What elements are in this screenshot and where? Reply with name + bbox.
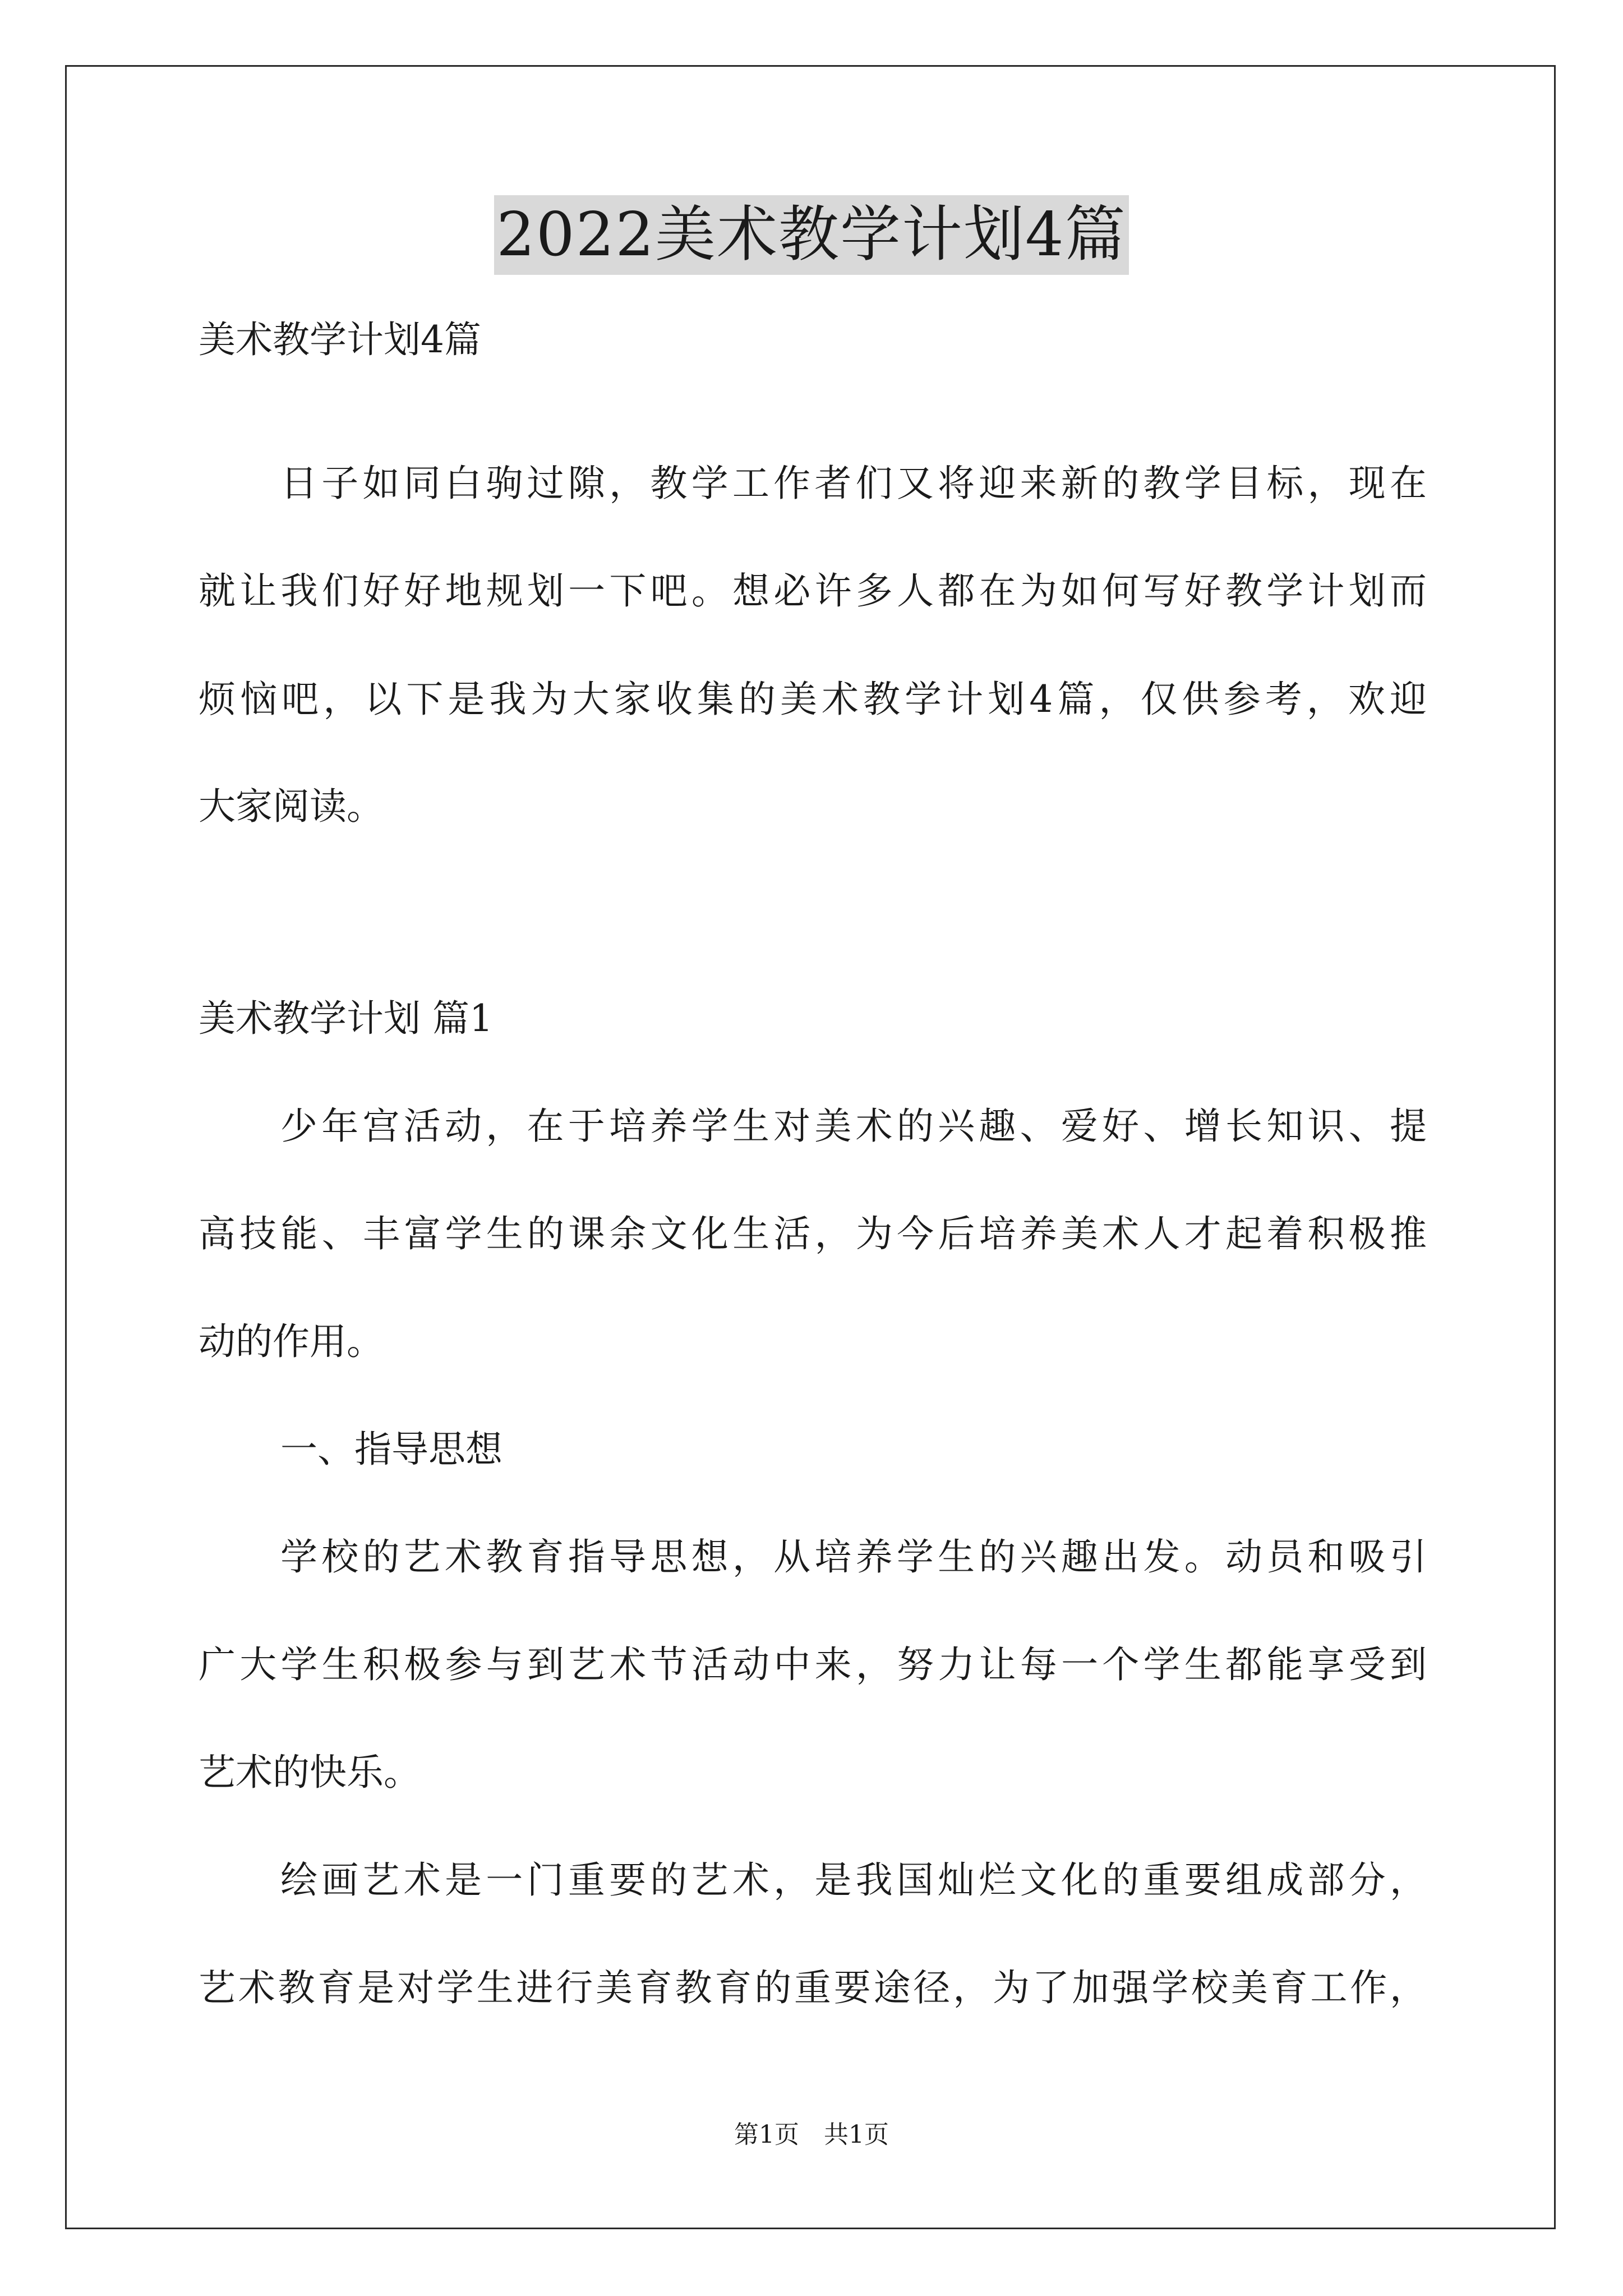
page-title: 2022美术教学计划4篇	[494, 195, 1129, 275]
intro-line: 大家阅读。	[199, 785, 384, 828]
subtitle: 美术教学计划4篇	[199, 318, 481, 361]
section-heading: 美术教学计划 篇1	[199, 997, 493, 1040]
page-footer: 第1页 共1页	[734, 2120, 889, 2149]
intro-line: 日子如同白驹过隙，教学工作者们又将迎来新的教学目标，现在	[280, 462, 1427, 505]
paragraph-line: 广大学生积极参与到艺术节活动中来，努力让每一个学生都能享受到	[199, 1643, 1427, 1686]
paragraph-line: 学校的艺术教育指导思想，从培养学生的兴趣出发。动员和吸引	[280, 1535, 1427, 1579]
paragraph-line: 高技能、丰富学生的课余文化生活，为今后培养美术人才起着积极推	[199, 1212, 1427, 1255]
title-wrap	[0, 195, 1623, 275]
subsection-heading: 一、指导思想	[280, 1428, 502, 1471]
intro-line: 就让我们好好地规划一下吧。想必许多人都在为如何写好教学计划而	[199, 569, 1427, 613]
paragraph-line: 动的作用。	[199, 1320, 384, 1363]
paragraph-line: 艺术的快乐。	[199, 1751, 421, 1794]
paragraph-line: 少年宫活动，在于培养学生对美术的兴趣、爱好、增长知识、提	[280, 1105, 1427, 1148]
intro-line: 烦恼吧，以下是我为大家收集的美术教学计划4篇，仅供参考，欢迎	[199, 678, 1427, 721]
paragraph-line: 绘画艺术是一门重要的艺术，是我国灿烂文化的重要组成部分，	[280, 1858, 1427, 1902]
paragraph-line: 艺术教育是对学生进行美育教育的重要途径，为了加强学校美育工作，	[199, 1966, 1427, 2009]
